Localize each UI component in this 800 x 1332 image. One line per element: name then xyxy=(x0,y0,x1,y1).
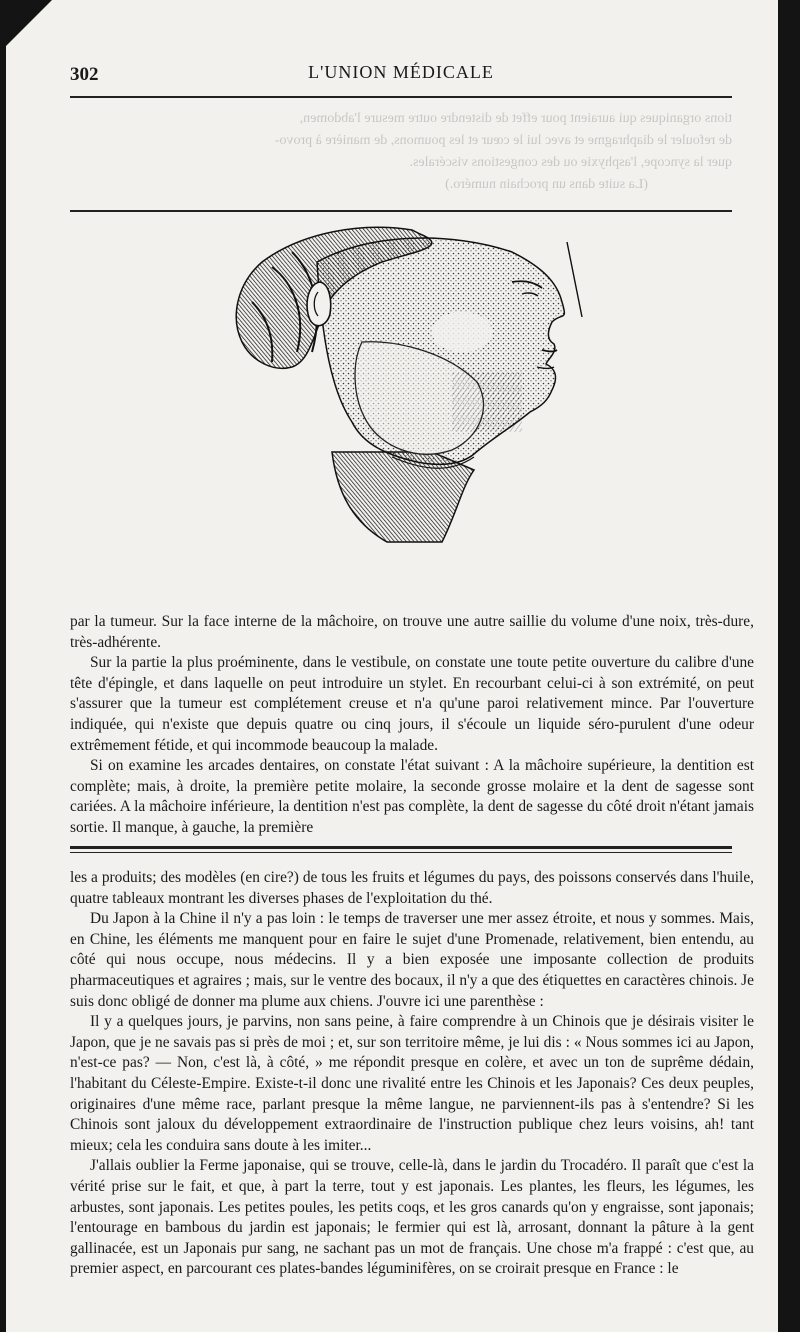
page-number: 302 xyxy=(70,64,99,85)
engraved-profile-head-with-jaw-tumor-illustration xyxy=(212,222,622,562)
running-title: L'UNION MÉDICALE xyxy=(308,62,494,82)
newspaper-page xyxy=(6,0,778,1332)
upper-article xyxy=(70,612,754,839)
header-rule xyxy=(70,96,732,98)
paragraph: Du Japon à la Chine il n'y a pas loin : le temps de traverser une mer assez étroite, et nous y sommes. Mais, en Chine, les éléments me manquent pour en faire le sujet d'une Promenade, relativement, bien entendu, au côté qui nous occupe, nous médecins. Il y a bien exposée une imposante collection de produits pharmaceutiques et agraires ; mais, sur le ventre des bocaux, il n'y a que des étiquettes en caractères chinois. Je suis donc obligé de donner ma plume aux chiens. J'ouvre ici une parenthèse : xyxy=(70,910,754,1010)
paragraph: les a produits; des modèles (en cire?) de tous les fruits et légumes du pays, des poissons conservés dans l'huile, quatre tableaux montrant les diverses phases de l'exploitation du thé. xyxy=(70,869,754,907)
bleed-through-text: tions organiques qui auraient pour effet de distendre outre mesure l'abdomen, de refouler le diaphragme et avec lui le cœur et les poumons, de manière à provo- quer la syncope, l'asphyxie ou des congestions viscérales. (La suite dans un prochain numéro.) xyxy=(274,111,732,192)
paragraph: J'allais oublier la Ferme japonaise, qui se trouve, celle-là, dans le jardin du Trocadéro. Il paraît que c'est la vérité prise sur le fait, et que, à part la terre, tout y est japonais. Les plantes, les fleurs, les légumes, les arbustes, sont japonais. Les petites poules, les petits coqs, et les gros canards qu'on y engraisse, sont japonais; l'entourage en bambous du jardin est japonais; le fermier qui est là, arrosant, donnant la pâture à la gent gallinacée, est un Japonais pur sang, ne sachant pas un mot de français. Une chose m'a frappé : c'est que, au premier aspect, en parcourant ces plates-bandes léguminifères, on se croirait presque en France : le xyxy=(70,1157,754,1278)
torn-page-corner xyxy=(6,0,52,46)
section-rule xyxy=(70,210,732,212)
feuilleton-article xyxy=(70,868,754,1280)
paragraph: Si on examine les arcades dentaires, on constate l'état suivant : A la mâchoire supérieure, la dentition est complète; mais, à droite, la première petite molaire, la seconde grosse molaire et la dent de sagesse sont cariées. A la mâchoire inférieure, la dentition n'est pas complète, la dent de sagesse du côté droit n'étant jamais sortie. Il manque, à gauche, la première xyxy=(70,757,754,836)
feuilleton-rule xyxy=(70,846,732,849)
paragraph: Il y a quelques jours, je parvins, non sans peine, à faire comprendre à un Chinois que je désirais visiter le Japon, que je ne savais pas si près de moi ; et, sur son territoire même, je lui dis : « Nous sommes ici au Japon, n'est-ce pas? — Non, c'est là, à côté, » me répondit presque en colère, et avec un ton de suprême dédain, l'habitant du Céleste-Empire. Existe-t-il donc une rivalité entre les Chinois et les Japonais? Ces deux peuples, originaires d'une même race, parlant presque la même langue, ne parviennent-ils pas à s'entendre? Si les Chinois sont jaloux du développement extraordinaire de l'instruction publique chez leurs voisins, ah! tant mieux; cela les conduira sans doute à les imiter... xyxy=(70,1013,754,1154)
feuilleton-rule-thin xyxy=(70,852,732,853)
paragraph: par la tumeur. Sur la face interne de la mâchoire, on trouve une autre saillie du volume d'une noix, très-dure, très-adhérente. xyxy=(70,613,754,651)
page-header xyxy=(70,60,732,90)
paragraph: Sur la partie la plus proéminente, dans le vestibule, on constate une toute petite ouverture du calibre d'une tête d'épingle, et dans laquelle on peut introduire un stylet. En recourbant celui-ci à son extrémité, on peut s'assurer que la tumeur est complétement creuse et n'a qu'une paroi relativement mince. Par l'ouverture indiquée, qui n'existe que depuis quatre ou cinq jours, il s'écoule un liquide séro-purulent d'une odeur extrêmement fétide, et qui incommode beaucoup la malade. xyxy=(70,654,754,754)
